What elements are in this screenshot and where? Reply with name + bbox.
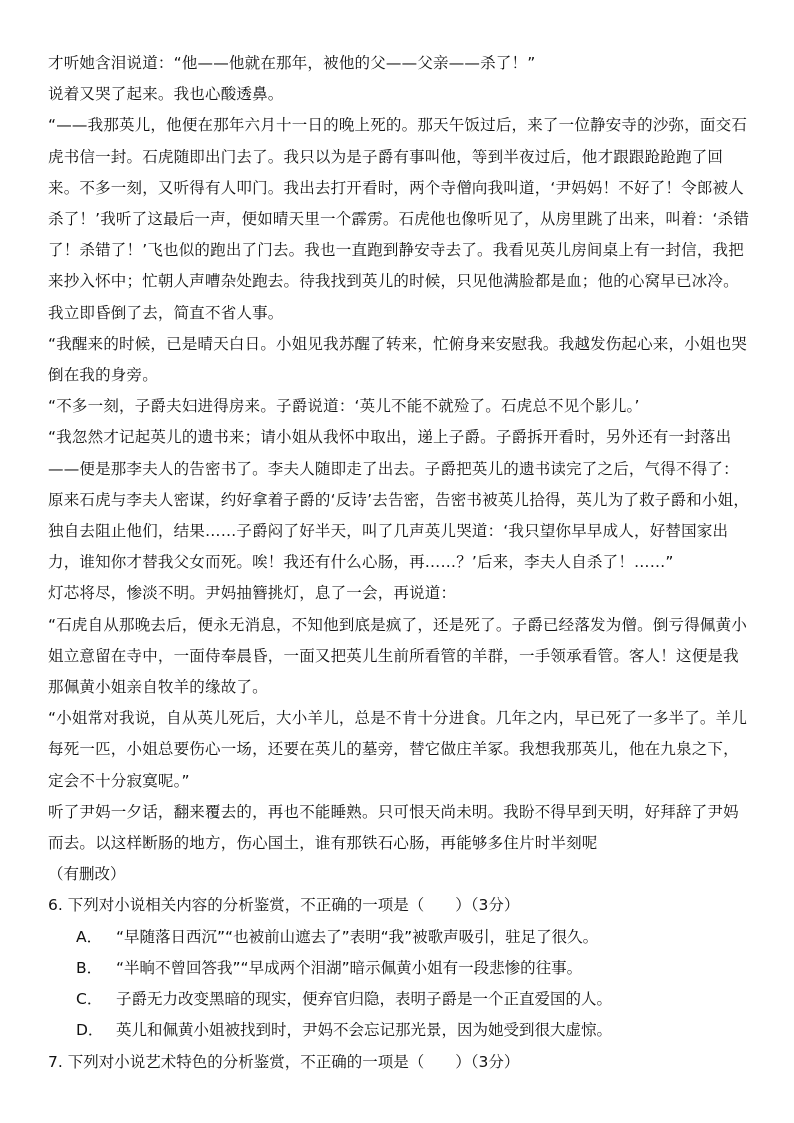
- exam-page: [48, 48, 752, 1078]
- option-text: “早随落日西沉”“也被前山遮去了”表明“我”被歌声吸引，驻足了很久。: [116, 927, 599, 946]
- option-letter: D．: [76, 1021, 104, 1040]
- paragraph: “石虎自从那晚去后，便永无消息，不知他到底是疯了，还是死了。子爵已经落发为僧。倒亏得佩黄小姐立意留在寺中，一面侍奉晨昏，一面又把英儿生前所看管的羊群，一手领承看管。客人！这便是我那佩黄小姐亲自牧羊的缘故了。: [48, 615, 748, 697]
- paragraph: “我醒来的时候，已是晴天白日。小姐见我苏醒了转来，忙俯身来安慰我。我越发伤起心来，小姐也哭倒在我的身旁。: [48, 334, 748, 385]
- option-letter: C．: [76, 990, 103, 1009]
- question-stem: 6. 下列对小说相关内容的分析鉴赏，不正确的一项是（ ）（3分）: [48, 896, 520, 915]
- question-stem: 7. 下列对小说艺术特色的分析鉴赏，不正确的一项是（ ）（3分）: [48, 1052, 520, 1071]
- source-note: （有删改）: [48, 865, 126, 884]
- paragraph: 才听她含泪说道：“他——他就在那年，被他的父——父亲——杀了！”: [48, 54, 536, 72]
- option-text: 子爵无力改变黑暗的现实，便弃官归隐，表明子爵是一个正直爱国的人。: [116, 990, 613, 1009]
- option-d[interactable]: [48, 1015, 752, 1046]
- paragraph: 灯芯将尽，惨淡不明。尹妈抽簪挑灯，息了一会，再说道：: [48, 584, 457, 603]
- option-text: “半晌不曾回答我”“早成两个泪湖”暗示佩黄小姐有一段悲惨的往事。: [116, 958, 583, 977]
- paragraph: “不多一刻，子爵夫妇进得房来。子爵说道：‘英儿不能不就殓了。石虎总不见个影儿。’: [48, 397, 640, 416]
- option-b[interactable]: [48, 953, 752, 984]
- paragraph: 听了尹妈一夕话，翻来覆去的，再也不能睡熟。只可恨天尚未明。我盼不得早到天明，好拜辞了尹妈而去。以这样断肠的地方，伤心国土，谁有那铁石心肠，再能够多住片时半刻呢: [48, 802, 739, 853]
- option-c[interactable]: [48, 984, 752, 1015]
- option-a[interactable]: [48, 922, 752, 953]
- option-letter: A．: [76, 927, 103, 946]
- option-letter: B．: [76, 958, 103, 977]
- paragraph: “小姐常对我说，自从英儿死后，大小羊儿，总是不肯十分进食。几年之内，早已死了一多半了。羊儿每死一匹，小姐总要伤心一场，还要在英儿的墓旁，替它做庄羊冢。我想我那英儿，他在九泉之下，定会不十分寂寞呢。”: [48, 709, 748, 790]
- option-text: 英儿和佩黄小姐被找到时，尹妈不会忘记那光景，因为她受到很大虚惊。: [116, 1021, 613, 1040]
- paragraph: “我忽然才记起英儿的遗书来；请小姐从我怀中取出，递上子爵。子爵拆开看时，另外还有一封落出——便是那李夫人的告密书了。李夫人随即走了出去。子爵把英儿的遗书读完了之后，气得不得了：原来石虎与李夫人密谋，约好拿着子爵的‘反诗’去告密，告密书被英儿拾得，英儿为了救子爵和小姐，独自去阻止他们，结果……子爵闷了好半天，叫了几声英儿哭道：‘我只望你早早成人，好替国家出力，谁知你才替我父女而死。唉！我还有什么心肠，再……？’后来，李夫人自杀了！……”: [48, 428, 750, 572]
- paragraph: 说着又哭了起来。我也心酸透鼻。: [48, 85, 284, 104]
- paragraph: “——我那英儿，他便在那年六月十一日的晚上死的。那天午饭过后，来了一位静安寺的沙弥，面交石虎书信一封。石虎随即出门去了。我只以为是子爵有事叫他，等到半夜过后，他才跟跟跄跄跑了回来。不多一刻，又听得有人叩门。我出去打开看时，两个寺僧向我叫道，‘尹妈妈！不好了！令郎被人杀了！’我听了这最后一声，便如晴天里一个霹雳。石虎他也像听见了，从房里跳了出来，叫着：‘杀错了！杀错了！’飞也似的跑出了门去。我也一直跑到静安寺去了。我看见英儿房间桌上有一封信，我把来抄入怀中；忙朝人声嘈杂处跑去。待我找到英儿的时候，只见他满脸都是血；他的心窝早已冰冷。我立即昏倒了去，简直不省人事。: [48, 116, 750, 322]
- question-7: [48, 1047, 752, 1078]
- passage: [48, 48, 752, 890]
- question-6: [48, 890, 752, 1046]
